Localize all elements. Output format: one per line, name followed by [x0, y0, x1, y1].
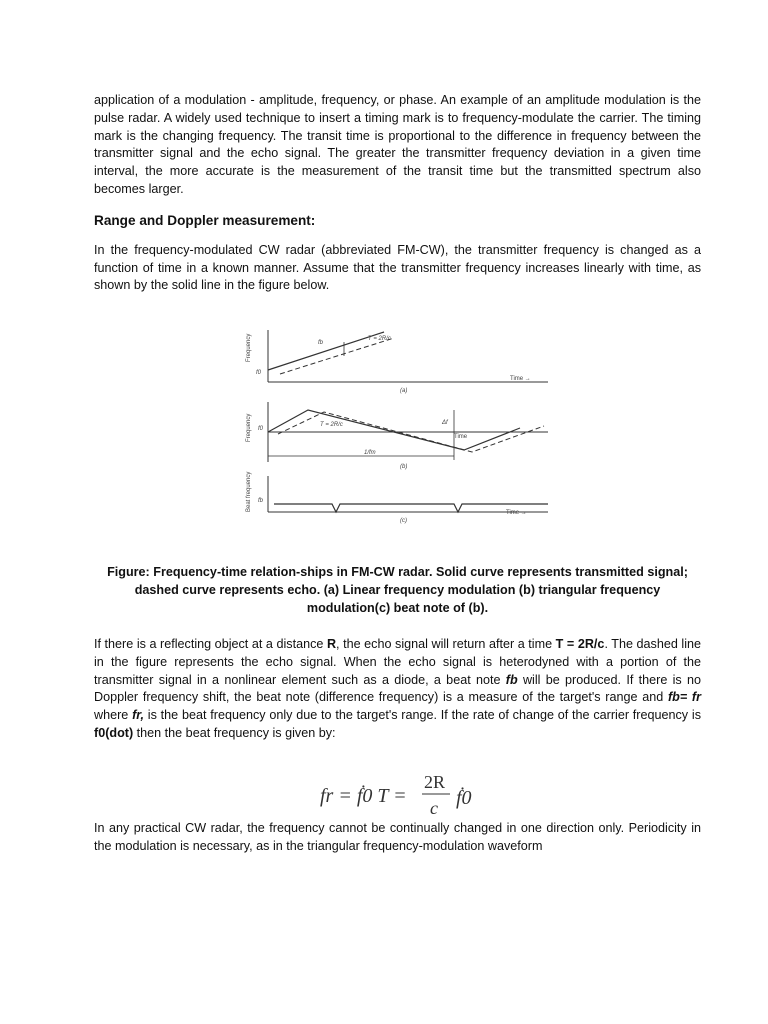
formula-lhs: fr = ḟ0 T =: [320, 785, 407, 807]
c-time: Time →: [506, 510, 527, 516]
b-T: T = 2R/c: [320, 422, 343, 428]
b-ylabel: Frequency: [246, 413, 252, 442]
para3-fbfr: fb= fr: [667, 690, 701, 705]
a-f0: f0: [256, 370, 262, 376]
b-df: Δf: [442, 420, 448, 426]
b-time: Time: [454, 434, 468, 440]
a-T: T = 2R/c: [368, 336, 391, 342]
b-period: 1/fm: [364, 450, 376, 456]
para3-s4: will be produced. If there is no Doppler frequency shift, the beat note (difference frequency) is a measure of the target's range and: [94, 672, 701, 705]
para3-T: T = 2R/c: [555, 637, 605, 651]
paragraph-intro: application of a modulation - amplitude, frequency, or phase. An example of an amplitude modulation is the pulse radar. A widely used technique to insert a timing mark is to frequency-modulate the carrier. The timing mark is the changing frequency. The transit time is proportional to the difference in frequency between the transmitter signal and the echo signal. The greater the transmitter frequency deviation in a given time interval, the more accurate is the measurement of the transit time but the transmitted spectrum also becomes larger.: [94, 93, 701, 196]
para3-s5: where: [94, 708, 133, 723]
subplot-c: [268, 476, 548, 512]
b-label: (b): [400, 464, 408, 470]
a-label: (a): [400, 388, 408, 394]
paragraph-range: [94, 636, 701, 743]
formula-num: 2R: [424, 772, 446, 792]
paragraph-fmcw: In the frequency-modulated CW radar (abbreviated FM-CW), the transmitter frequency is changed as a function of time in a known manner. Assume that the transmitter frequency increases linearly with time, as shown by the solid line in the figure below.: [94, 242, 701, 293]
para3-fr: fr,: [132, 708, 144, 723]
a-fb: fb: [318, 340, 324, 346]
para3-fb: fb: [505, 672, 518, 687]
para3-s6: is the beat frequency only due to the target's range. If the rate of change of the carrier frequency is: [144, 708, 701, 723]
formula-rhs: ḟ0: [456, 787, 472, 809]
para3-s2: , the echo signal will return after a time: [336, 637, 556, 651]
c-ylabel: Beat frequency: [246, 471, 252, 512]
section-heading: Range and Doppler measurement:: [94, 212, 316, 228]
c-label: (c): [400, 518, 407, 524]
figure-caption: Figure: Frequency-time relation-ships in FM-CW radar. Solid curve represents transmitted signal; dashed curve represents echo. (a) Linear frequency modulation (b) triangular frequency modulation(c) beat note of (b).: [107, 565, 688, 615]
para4-text: In any practical CW radar, the frequency cannot be continually changed in one direction only. Periodicity in the modulation is necessary, as in the triangular frequency-modulation waveform: [94, 821, 701, 853]
para3-s3: . The dashed line in the figure represents the echo signal. When the echo signal is heterodyned with a portion of the transmitter signal in a nonlinear element such as a diode, a beat note: [94, 637, 702, 687]
subplot-b: [268, 402, 548, 462]
beat-frequency-formula: [318, 766, 518, 826]
fmcw-figure: [244, 322, 564, 530]
para3-s1: If there is a reflecting object at a distance: [94, 637, 327, 651]
c-fb: fb: [258, 498, 264, 504]
subplot-a: [268, 330, 548, 382]
para3-R: R: [326, 637, 337, 651]
b-f0: f0: [258, 426, 264, 432]
para3-s7: then the beat frequency is given by:: [133, 725, 336, 740]
paragraph-practical: [94, 820, 701, 856]
a-time: Time →: [510, 376, 531, 382]
para3-f0dot: f0(dot): [94, 725, 134, 740]
formula-den: c: [430, 798, 438, 818]
a-ylabel: Frequency: [246, 333, 252, 362]
page-top: [94, 92, 701, 295]
